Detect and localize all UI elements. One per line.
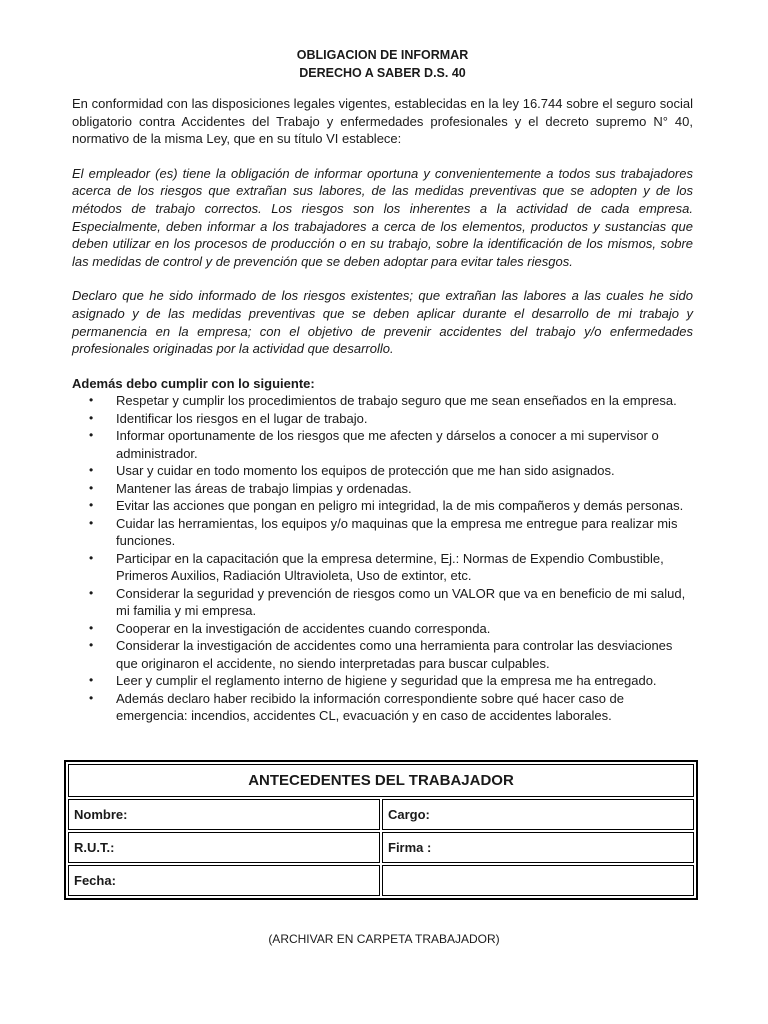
obligations-list (72, 392, 693, 725)
rut-field[interactable]: R.U.T.: (68, 832, 380, 863)
list-item: • Respetar y cumplir los procedimientos de trabajo seguro que me sean enseñados en la empresa. (89, 393, 677, 409)
list-item: • Leer y cumplir el reglamento interno de higiene y seguridad que la empresa me ha entregado. (89, 673, 657, 689)
bullet-icon: • (89, 463, 94, 478)
bullet-icon: • (89, 410, 94, 425)
list-item: • Cooperar en la investigación de accidentes cuando corresponda. (89, 620, 491, 636)
table-header: ANTECEDENTES DEL TRABAJADOR (68, 764, 694, 797)
bullet-icon: • (89, 620, 94, 635)
firma-field[interactable]: Firma : (382, 832, 694, 863)
bullet-icon: • (89, 550, 94, 565)
paragraph-employer-obligation: El empleador (es) tiene la obligación de informar oportuna y convenientemente a todos sus trabajadores acerca de los riesgos que extrañan sus labores, de las medidas preventivas que se adopten y de los métodos de trabajo correctos. Los riesgos son los inherentes a la actividad de cada empresa. Especialmente, deben informar a los trabajadores a cerca de los elementos, productos y sustancias que deben utilizar en los procesos de producción o en su trabajo, sobre la identificación de los mismos, sobre las medidas de control y de prevención que se deben adoptar para evitar tales riesgos. (72, 165, 693, 269)
list-item: • Evitar las acciones que pongan en peligro mi integridad, la de mis compañeros y demás personas. (89, 498, 684, 514)
list-item: • Mantener las áreas de trabajo limpias y ordenadas. (89, 480, 412, 496)
bullet-icon: • (89, 673, 94, 688)
list-item: • Considerar la seguridad y prevención de riesgos como un VALOR que va en beneficio de mi salud, mi familia y mi empresa. (89, 585, 686, 619)
fecha-field[interactable]: Fecha: (68, 865, 380, 896)
paragraph-legal-basis: En conformidad con las disposiciones legales vigentes, establecidas en la ley 16.744 sobre el seguro social obligatorio contra Accidentes del Trabajo y enfermedades profesionales y el decreto supremo N° 40, normativo de la misma Ley, que en su título VI establece: (72, 96, 693, 147)
list-item: • Además declaro haber recibido la información correspondiente sobre qué hacer caso de emergencia: incendios, accidentes CL, evacuación y en caso de accidentes laborales. (89, 690, 625, 724)
document-title-line2: DERECHO A SABER D.S. 40 (299, 66, 466, 80)
bullet-icon: • (89, 690, 94, 705)
bullet-icon: • (89, 585, 94, 600)
list-item: • Participar en la capacitación que la empresa determine, Ej.: Normas de Expendio Combustible, Primeros Auxilios, Radiación Ultravioleta, Uso de extintor, etc. (89, 550, 664, 584)
worker-details-table (64, 760, 698, 900)
list-item: • Considerar la investigación de accidentes como una herramienta para controlar las desviaciones que originaron el accidente, no siendo interpretadas para buscar culpables. (89, 638, 673, 671)
paragraph-declaration: Declaro que he sido informado de los riesgos existentes; que extrañan las labores a las cuales he sido asignado y de las medidas preventivas que se deben aplicar durante el desarrollo de mi trabajo y permanencia en la empresa; con el objetivo de prevenir accidentes del trabajo y/o enfermedades profesionales originadas por la actividad que desarrollo. (72, 288, 693, 357)
bullet-icon: • (89, 428, 94, 443)
bullet-icon: • (89, 515, 94, 530)
list-item: • Identificar los riesgos en el lugar de trabajo. (89, 410, 368, 426)
cargo-field[interactable]: Cargo: (382, 799, 694, 830)
list-item: • Informar oportunamente de los riesgos que me afecten y dárselos a conocer a mi supervisor o administrador. (89, 428, 659, 461)
document-body (72, 46, 693, 725)
footer-note: (ARCHIVAR EN CARPETA TRABAJADOR) (268, 932, 500, 946)
list-item: • Usar y cuidar en todo momento los equipos de protección que me han sido asignados. (89, 463, 615, 479)
document-title-line1: OBLIGACION DE INFORMAR (296, 48, 469, 62)
bullet-icon: • (89, 393, 94, 408)
bullet-icon: • (89, 498, 94, 513)
bullet-icon: • (89, 480, 94, 495)
list-heading: Además debo cumplir con lo siguiente: (72, 375, 315, 391)
list-item: • Cuidar las herramientas, los equipos y/o maquinas que la empresa me entregue para realizar mis funciones. (89, 515, 678, 549)
nombre-field[interactable]: Nombre: (68, 799, 380, 830)
empty-cell (382, 865, 694, 896)
bullet-icon: • (89, 638, 94, 653)
